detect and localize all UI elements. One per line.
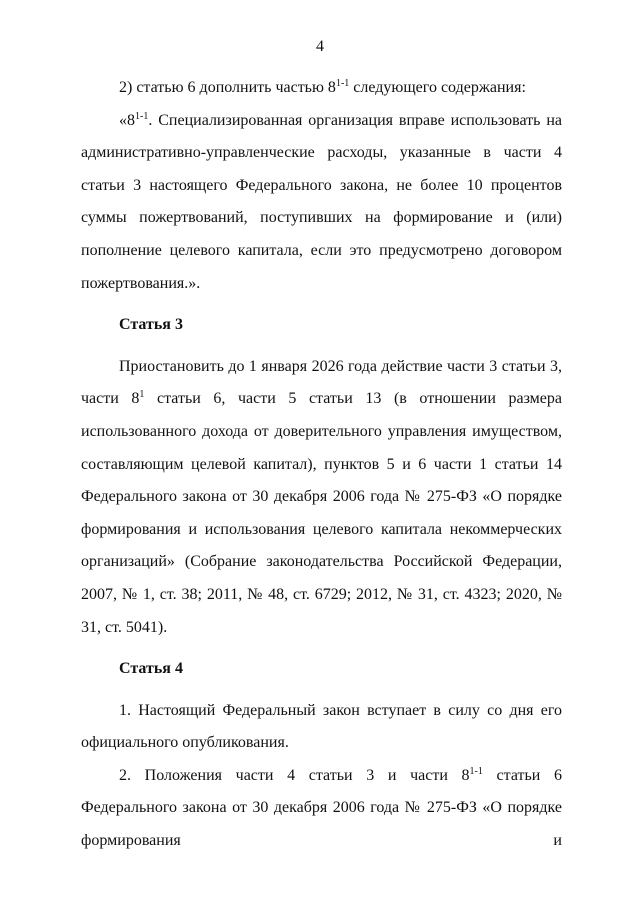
amendment-text-body: . Специализированная организация вправе использовать на административно-управленческие расходы, указанные в части 4 статьи 3 настоящего Федерального закона, не более 10 процентов суммы пожертвований, поступивших на формирование и (или) пополнение целевого капитала, если это предусмотрено договором пожертвования.». [81, 111, 562, 292]
amendment-intro [81, 72, 562, 105]
amendment-intro-text: 2) статью 6 дополнить частью 8 [119, 79, 336, 96]
article-3-text: Приостановить до 1 января 2026 года действие части 3 статьи 3, части 8 [81, 357, 562, 408]
superscript-index: 1-1 [469, 765, 483, 777]
article-4-paragraph-1: 1. Настоящий Федеральный закон вступает в силу со дня его официального опубликования. [81, 701, 562, 752]
amendment-text-open: «8 [119, 111, 135, 129]
article-3-heading: Статья 3 [119, 316, 183, 334]
amendment-text [81, 105, 562, 301]
document-body [81, 72, 562, 858]
article-4-paragraph-2-tail: статьи 6 Федерального закона от 30 декабря 2006 года № 275-ФЗ «О порядке формирования и [81, 766, 563, 850]
page-number: 4 [316, 38, 324, 55]
article-4-heading: Статья 4 [119, 660, 183, 678]
superscript-index: 1-1 [335, 78, 350, 89]
amendment-intro-tail: следующего содержания: [349, 79, 526, 96]
article-4-paragraph-2-text: 2. Положения части 4 статьи 3 и части 8 [119, 766, 470, 784]
superscript-index: 1 [139, 389, 145, 401]
article-3-paragraph [81, 351, 562, 644]
article-3-text-tail: статьи 6, части 5 статьи 13 (в отношении размера использованного дохода от доверительного управления имуществом, составляющим целевой капитал), пунктов 5 и 6 части 1 статьи 14 Федерального закона от 30 декабря 2006 года № 275-ФЗ «О порядке формирования и использования целевого капитала некоммерческих организаций» (Собрание законодательства Российской Федерации, 2007, № 1, ст. 38; 2011, № 48, ст. 6729; 2012, № 31, ст. 4323; 2020, № 31, ст. 5041). [81, 390, 562, 636]
superscript-index: 1-1 [135, 110, 149, 122]
article-4-paragraph-2 [81, 760, 562, 858]
